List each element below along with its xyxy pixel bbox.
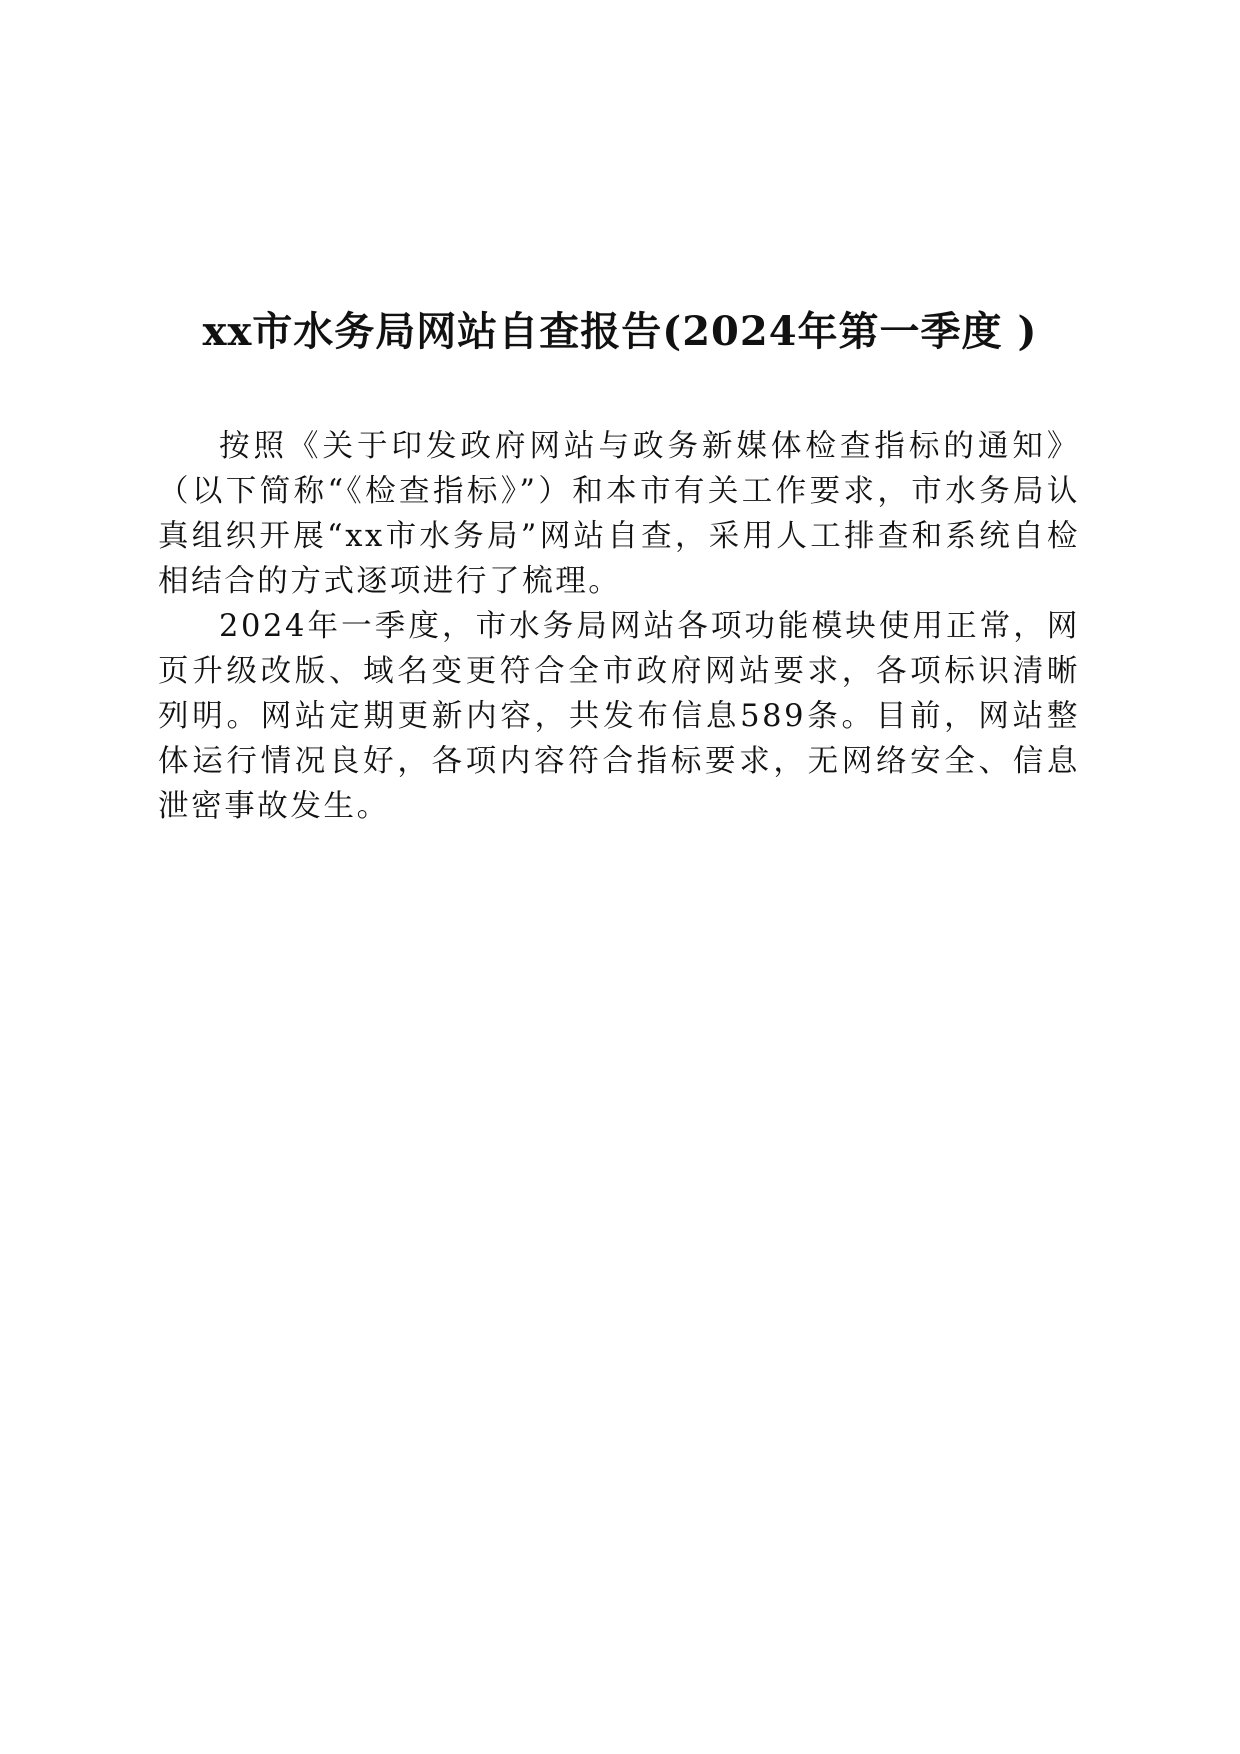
document-title: xx市水务局网站自查报告(2024年第一季度 ) [202,308,1038,355]
document-body [158,424,1080,829]
body-paragraph-1: 按照《关于印发政府网站与政务新媒体检查指标的通知》（以下简称“《检查指标》”）和本市有关工作要求，市水务局认真组织开展“xx市水务局”网站自查，采用人工排查和系统自检相结合的方式逐项进行了梳理。 [158,429,1080,599]
body-paragraph-2: 2024年一季度，市水务局网站各项功能模块使用正常，网页升级改版、域名变更符合全市政府网站要求，各项标识清晰列明。网站定期更新内容，共发布信息589条。目前，网站整体运行情况良好，各项内容符合指标要求，无网络安全、信息泄密事故发生。 [158,609,1080,824]
